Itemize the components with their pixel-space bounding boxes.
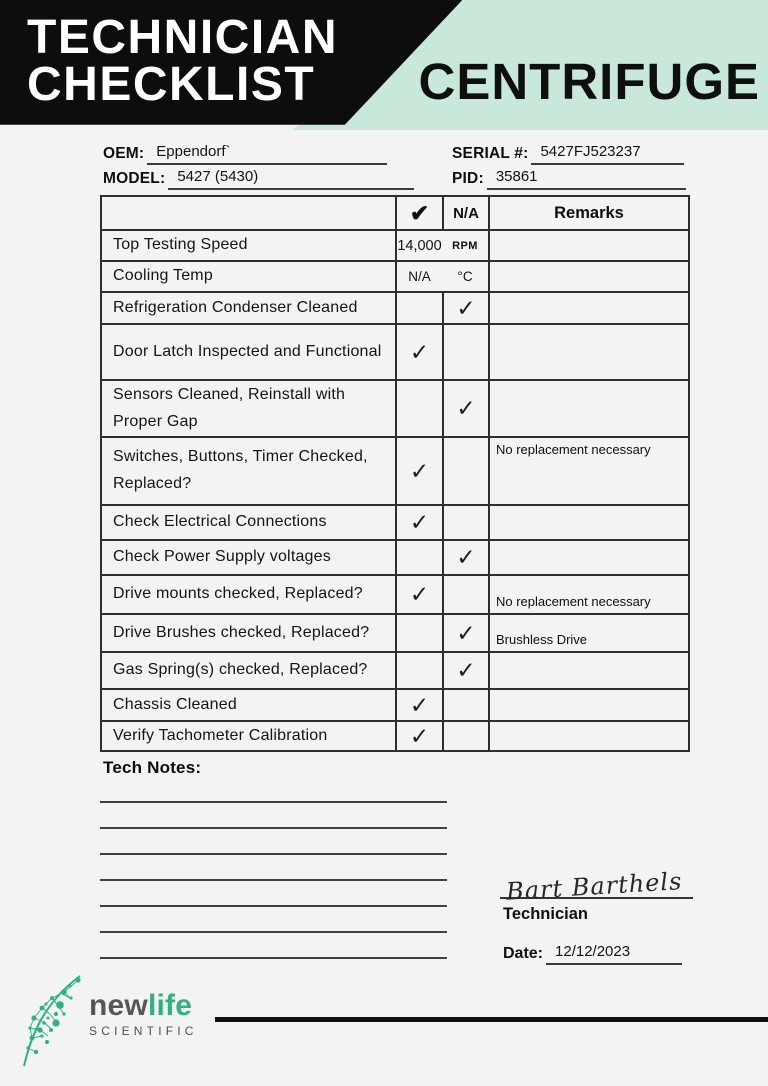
technician-role-label: Technician (503, 905, 588, 923)
check-column-header (395, 197, 442, 229)
heavy-check-icon: ✔ (409, 199, 430, 226)
note-line (100, 933, 447, 959)
table-row (102, 574, 688, 613)
check-cell (395, 293, 442, 323)
table-row (102, 651, 688, 688)
na-cell (442, 541, 488, 574)
check-cell (395, 506, 442, 539)
check-cell (395, 722, 442, 750)
check-cell (395, 690, 442, 720)
table-row (102, 539, 688, 574)
check-cell (395, 381, 442, 436)
check-cell: N/A (395, 262, 442, 291)
na-cell (442, 653, 488, 688)
title-line-2: CHECKLIST (27, 58, 316, 111)
item-label: Verify Tachometer Calibration (113, 726, 328, 744)
na-cell (442, 615, 488, 651)
na-column-header: N/A (442, 197, 488, 229)
check-cell (395, 615, 442, 651)
remark-cell (488, 325, 688, 379)
item-label: Chassis Cleaned (113, 695, 237, 713)
table-row (102, 260, 688, 291)
na-cell (442, 325, 488, 379)
check-cell (395, 438, 442, 504)
note-line (100, 829, 447, 855)
remarks-column-header: Remarks (488, 197, 688, 229)
note-line (100, 881, 447, 907)
document-title (27, 11, 338, 111)
item-label: Sensors Cleaned, Reinstall with Proper Gap (113, 385, 346, 430)
checkmark-icon: ✓ (409, 338, 430, 365)
checkmark-icon: ✓ (456, 544, 476, 570)
serial-value: 5427FJ523237 (531, 143, 684, 165)
model-value: 5427 (5430) (168, 168, 414, 190)
na-cell: °C (457, 269, 473, 284)
table-row (102, 720, 688, 750)
item-label: Check Power Supply voltages (113, 548, 331, 566)
table-row (102, 229, 688, 260)
remark-cell (488, 653, 688, 688)
checkmark-icon: ✓ (409, 722, 430, 749)
note-line (100, 803, 447, 829)
table-row (102, 379, 688, 436)
item-label: Cooling Temp (113, 267, 213, 285)
check-cell (395, 541, 442, 574)
item-label: Top Testing Speed (113, 236, 248, 254)
serial-field (452, 141, 686, 165)
check-cell (395, 576, 442, 613)
model-field (103, 166, 414, 190)
remark-cell (488, 722, 688, 750)
date-value: 12/12/2023 (546, 943, 682, 965)
tech-notes-lines (100, 777, 447, 959)
na-cell (442, 506, 488, 539)
na-cell (442, 576, 488, 613)
footer-divider-line (215, 1017, 768, 1022)
table-row (102, 436, 688, 504)
item-label: Gas Spring(s) checked, Replaced? (113, 661, 368, 679)
item-label: Drive Brushes checked, Replaced? (113, 623, 370, 641)
date-field (503, 941, 682, 965)
technician-signature: Bart Barthels (505, 867, 684, 906)
title-line-1: TECHNICIAN (27, 11, 338, 64)
remark-cell (488, 293, 688, 323)
header-banner (0, 0, 768, 130)
note-line (100, 907, 447, 933)
tech-notes-label: Tech Notes: (103, 758, 202, 777)
table-row (102, 688, 688, 720)
serial-label: SERIAL #: (452, 145, 529, 162)
item-label: Check Electrical Connections (113, 513, 327, 531)
check-cell: 14,000 (395, 231, 442, 260)
remark-cell (488, 690, 688, 720)
checkmark-icon: ✓ (456, 294, 476, 321)
equipment-meta (0, 141, 768, 196)
check-cell (395, 653, 442, 688)
table-row (102, 613, 688, 651)
equipment-type-title: CENTRIFUGE (418, 53, 760, 110)
checkmark-icon: ✓ (456, 619, 476, 646)
checkmark-icon: ✓ (409, 581, 430, 607)
oem-field (103, 141, 414, 165)
item-label: Switches, Buttons, Timer Checked, Replaced? (113, 448, 368, 492)
na-cell (442, 722, 488, 750)
checkmark-icon: ✓ (456, 395, 476, 421)
checkmark-icon: ✓ (409, 509, 430, 535)
checklist-table (100, 195, 690, 752)
leaf-network-icon (18, 972, 96, 1068)
date-label: Date: (503, 945, 544, 962)
checkmark-icon: ✓ (409, 457, 430, 484)
item-header-cell (102, 197, 395, 229)
check-cell (395, 325, 442, 379)
remark-cell (488, 381, 688, 436)
note-line (100, 855, 447, 881)
model-label: MODEL: (103, 170, 166, 187)
item-label: Drive mounts checked, Replaced? (113, 585, 363, 603)
remark-cell: No replacement necessary (488, 438, 688, 504)
pid-field (452, 166, 686, 190)
na-cell (442, 438, 488, 504)
brand-logo (89, 990, 198, 1038)
pid-value: 35861 (487, 168, 686, 190)
checkmark-icon: ✓ (409, 691, 430, 718)
checkmark-icon: ✓ (456, 657, 476, 683)
pid-label: PID: (452, 170, 484, 187)
oem-value: Eppendorf` (147, 143, 387, 165)
brand-subtitle: SCIENTIFIC (89, 1024, 198, 1038)
remark-cell (488, 541, 688, 574)
remark-cell: No replacement necessary (488, 576, 688, 613)
oem-label: OEM: (103, 145, 145, 162)
table-row (102, 504, 688, 539)
na-cell (442, 293, 488, 323)
remark-cell (488, 231, 688, 260)
table-header-row (102, 197, 688, 229)
brand-name-new: new (89, 989, 148, 1022)
na-cell (442, 690, 488, 720)
na-cell: RPM (452, 239, 478, 252)
na-cell (442, 381, 488, 436)
brand-name-life: life (147, 989, 193, 1022)
item-label: Refrigeration Condenser Cleaned (113, 298, 358, 316)
table-row (102, 323, 688, 379)
item-label: Door Latch Inspected and Functional (113, 342, 382, 360)
note-line (100, 777, 447, 803)
remark-cell: Brushless Drive (488, 615, 688, 651)
remark-cell (488, 506, 688, 539)
table-row (102, 291, 688, 323)
remark-cell (488, 262, 688, 291)
